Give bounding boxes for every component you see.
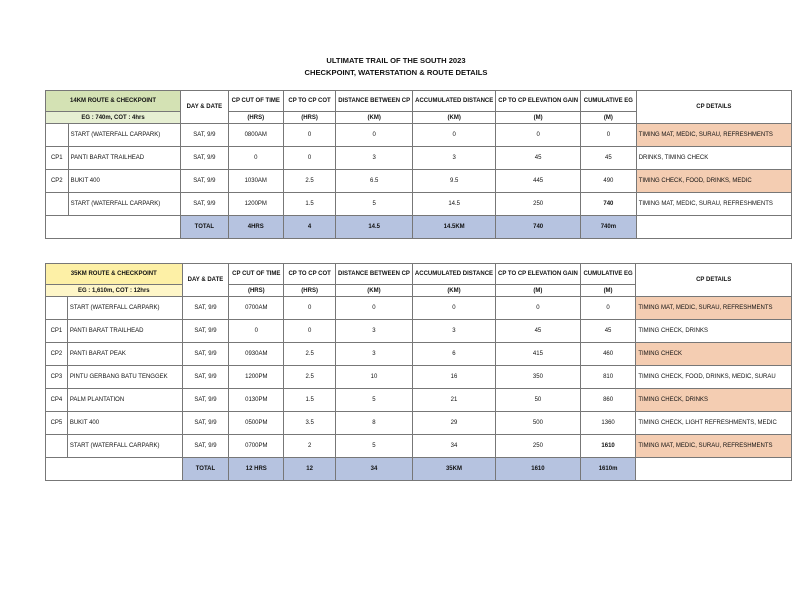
unit-label: (KM) xyxy=(412,285,495,297)
unit-label: (HRS) xyxy=(229,285,284,297)
cp-cumulative: 740 xyxy=(581,193,637,216)
cp-code: CP4 xyxy=(46,389,68,412)
total-accumulated: 35KM xyxy=(412,458,495,481)
cp-details: TIMING CHECK, DRINKS xyxy=(636,389,792,412)
cp-name: PANTI BARAT TRAILHEAD xyxy=(68,147,181,170)
cp-cot: 1.5 xyxy=(284,389,336,412)
cp-date: SAT, 9/9 xyxy=(182,435,229,458)
route-35km-heading: 35KM ROUTE & CHECKPOINT xyxy=(46,264,183,285)
cp-date: SAT, 9/9 xyxy=(181,147,229,170)
cp-cut-off: 0800AM xyxy=(228,124,283,147)
cp-elevation: 45 xyxy=(496,320,581,343)
cp-distance: 3 xyxy=(336,343,413,366)
total-row xyxy=(46,458,792,481)
cp-cut-off: 0500PM xyxy=(229,412,284,435)
col-accumulated: ACCUMULATED DISTANCE xyxy=(412,264,495,285)
table-row xyxy=(46,124,792,147)
col-elevation: CP TO CP ELEVATION GAIN xyxy=(496,91,581,112)
total-cumulative: 740m xyxy=(581,216,637,239)
cp-elevation: 415 xyxy=(496,343,581,366)
table-row xyxy=(46,412,792,435)
cp-code: CP2 xyxy=(46,170,69,193)
total-elevation: 740 xyxy=(496,216,581,239)
cp-distance: 5 xyxy=(336,389,413,412)
total-cot: 12 xyxy=(284,458,336,481)
cp-date: SAT, 9/9 xyxy=(181,124,229,147)
cp-cumulative: 460 xyxy=(580,343,635,366)
cp-cut-off: 1200PM xyxy=(229,366,284,389)
cp-name: BUKIT 400 xyxy=(68,170,181,193)
col-cut-off: CP CUT OF TIME xyxy=(228,91,283,112)
total-cut-off: 4HRS xyxy=(228,216,283,239)
cp-details: DRINKS, TIMING CHECK xyxy=(636,147,791,170)
unit-label: (KM) xyxy=(336,285,413,297)
cp-details: TIMING MAT, MEDIC, SURAU, REFRESHMENTS xyxy=(636,297,792,320)
col-elevation: CP TO CP ELEVATION GAIN xyxy=(496,264,581,285)
unit-label: (M) xyxy=(580,285,635,297)
cp-code: CP1 xyxy=(46,320,68,343)
document-subtitle: CHECKPOINT, WATERSTATION & ROUTE DETAILS xyxy=(304,68,488,77)
cp-date: SAT, 9/9 xyxy=(182,412,229,435)
cp-name: START (WATERFALL CARPARK) xyxy=(68,193,181,216)
cp-date: SAT, 9/9 xyxy=(182,366,229,389)
cp-code xyxy=(46,193,69,216)
col-cut-off: CP CUT OF TIME xyxy=(229,264,284,285)
table-row xyxy=(46,147,792,170)
cp-cut-off: 0 xyxy=(228,147,283,170)
total-distance: 14.5 xyxy=(336,216,413,239)
cp-name: BUKIT 400 xyxy=(67,412,182,435)
unit-label: (M) xyxy=(496,285,581,297)
cp-cot: 2.5 xyxy=(284,343,336,366)
route-35km-eg: EG : 1,610m, COT : 12hrs xyxy=(46,285,183,297)
table-row xyxy=(46,320,792,343)
cp-date: SAT, 9/9 xyxy=(182,320,229,343)
total-cot: 4 xyxy=(283,216,335,239)
cp-cot: 0 xyxy=(284,297,336,320)
document-title: ULTIMATE TRAIL OF THE SOUTH 2023 xyxy=(326,56,466,65)
cp-name: PINTU GERBANG BATU TENGGEK xyxy=(67,366,182,389)
table-row xyxy=(46,170,792,193)
cp-cumulative: 0 xyxy=(580,297,635,320)
cp-distance: 8 xyxy=(336,412,413,435)
cp-cot: 0 xyxy=(283,147,335,170)
col-day-date: DAY & DATE xyxy=(181,91,229,124)
unit-label: (KM) xyxy=(413,112,496,124)
col-distance: DISTANCE BETWEEN CP xyxy=(336,264,413,285)
col-day-date: DAY & DATE xyxy=(182,264,229,297)
cp-elevation: 445 xyxy=(496,170,581,193)
cp-details: TIMING CHECK, FOOD, DRINKS, MEDIC, SURAU xyxy=(636,366,792,389)
cp-cumulative: 810 xyxy=(580,366,635,389)
cp-code xyxy=(46,297,68,320)
cp-distance: 5 xyxy=(336,193,413,216)
cp-accumulated: 6 xyxy=(412,343,495,366)
table-row xyxy=(46,366,792,389)
col-cp-cot: CP TO CP COT xyxy=(284,264,336,285)
cp-elevation: 0 xyxy=(496,124,581,147)
cp-accumulated: 34 xyxy=(412,435,495,458)
total-distance: 34 xyxy=(336,458,413,481)
cp-date: SAT, 9/9 xyxy=(182,343,229,366)
col-cumulative: CUMULATIVE EG xyxy=(580,264,635,285)
cp-cot: 2 xyxy=(284,435,336,458)
unit-label: (M) xyxy=(496,112,581,124)
cp-elevation: 45 xyxy=(496,147,581,170)
cp-details: TIMING MAT, MEDIC, SURAU, REFRESHMENTS xyxy=(636,193,791,216)
table-row xyxy=(46,435,792,458)
cp-cumulative: 45 xyxy=(580,320,635,343)
cp-elevation: 0 xyxy=(496,297,581,320)
cp-code xyxy=(46,124,69,147)
cp-details: TIMING CHECK, DRINKS xyxy=(636,320,792,343)
cp-cumulative: 490 xyxy=(581,170,637,193)
cp-code: CP1 xyxy=(46,147,69,170)
cp-name: START (WATERFALL CARPARK) xyxy=(67,297,182,320)
cp-distance: 10 xyxy=(336,366,413,389)
unit-label: (HRS) xyxy=(283,112,335,124)
cp-cut-off: 0 xyxy=(229,320,284,343)
cp-distance: 3 xyxy=(336,320,413,343)
col-cp-cot: CP TO CP COT xyxy=(283,91,335,112)
cp-cut-off: 1200PM xyxy=(228,193,283,216)
cp-code: CP2 xyxy=(46,343,68,366)
cp-cot: 3.5 xyxy=(284,412,336,435)
cp-cumulative: 1360 xyxy=(580,412,635,435)
unit-label: (HRS) xyxy=(284,285,336,297)
total-elevation: 1610 xyxy=(496,458,581,481)
col-cp-details: CP DETAILS xyxy=(636,91,791,124)
cp-elevation: 50 xyxy=(496,389,581,412)
cp-cot: 2.5 xyxy=(284,366,336,389)
route-14km-eg: EG : 740m, COT : 4hrs xyxy=(46,112,181,124)
cp-distance: 5 xyxy=(336,435,413,458)
cp-details: TIMING MAT, MEDIC, SURAU, REFRESHMENTS xyxy=(636,435,792,458)
cp-elevation: 500 xyxy=(496,412,581,435)
total-cut-off: 12 HRS xyxy=(229,458,284,481)
cp-code xyxy=(46,435,68,458)
table-row xyxy=(46,389,792,412)
cp-code: CP3 xyxy=(46,366,68,389)
table-row xyxy=(46,297,792,320)
col-distance: DISTANCE BETWEEN CP xyxy=(336,91,413,112)
cp-code: CP5 xyxy=(46,412,68,435)
cp-cumulative: 45 xyxy=(581,147,637,170)
cp-name: PANTI BARAT TRAILHEAD xyxy=(67,320,182,343)
cp-distance: 0 xyxy=(336,297,413,320)
unit-label: (M) xyxy=(581,112,637,124)
cp-name: START (WATERFALL CARPARK) xyxy=(68,124,181,147)
cp-details: TIMING MAT, MEDIC, SURAU, REFRESHMENTS xyxy=(636,124,791,147)
cp-distance: 3 xyxy=(336,147,413,170)
cp-cut-off: 0130PM xyxy=(229,389,284,412)
cp-distance: 6.5 xyxy=(336,170,413,193)
total-row xyxy=(46,216,792,239)
cp-distance: 0 xyxy=(336,124,413,147)
cp-cumulative: 860 xyxy=(580,389,635,412)
cp-cot: 0 xyxy=(283,124,335,147)
table-row xyxy=(46,193,792,216)
cp-cumulative: 0 xyxy=(581,124,637,147)
table-row xyxy=(46,343,792,366)
cp-details: TIMING CHECK, FOOD, DRINKS, MEDIC xyxy=(636,170,791,193)
cp-accumulated: 0 xyxy=(413,124,496,147)
cp-cot: 2.5 xyxy=(283,170,335,193)
cp-cut-off: 0700AM xyxy=(229,297,284,320)
unit-label: (KM) xyxy=(336,112,413,124)
cp-details: TIMING CHECK, LIGHT REFRESHMENTS, MEDIC xyxy=(636,412,792,435)
route-35km-table xyxy=(45,263,792,481)
col-cp-details: CP DETAILS xyxy=(636,264,792,297)
cp-accumulated: 29 xyxy=(412,412,495,435)
cp-accumulated: 9.5 xyxy=(413,170,496,193)
total-label: TOTAL xyxy=(182,458,229,481)
cp-date: SAT, 9/9 xyxy=(182,297,229,320)
total-label: TOTAL xyxy=(181,216,229,239)
route-14km-table xyxy=(45,90,792,239)
cp-cumulative: 1610 xyxy=(580,435,635,458)
cp-name: PANTI BARAT PEAK xyxy=(67,343,182,366)
cp-accumulated: 3 xyxy=(412,320,495,343)
cp-name: PALM PLANTATION xyxy=(67,389,182,412)
cp-cot: 1.5 xyxy=(283,193,335,216)
cp-accumulated: 21 xyxy=(412,389,495,412)
cp-elevation: 250 xyxy=(496,435,581,458)
cp-cot: 0 xyxy=(284,320,336,343)
cp-accumulated: 14.5 xyxy=(413,193,496,216)
total-accumulated: 14.5KM xyxy=(413,216,496,239)
route-14km-heading: 14KM ROUTE & CHECKPOINT xyxy=(46,91,181,112)
cp-details: TIMING CHECK xyxy=(636,343,792,366)
cp-date: SAT, 9/9 xyxy=(182,389,229,412)
cp-cut-off: 0700PM xyxy=(229,435,284,458)
cp-name: START (WATERFALL CARPARK) xyxy=(67,435,182,458)
cp-accumulated: 16 xyxy=(412,366,495,389)
col-accumulated: ACCUMULATED DISTANCE xyxy=(413,91,496,112)
cp-elevation: 350 xyxy=(496,366,581,389)
col-cumulative: CUMULATIVE EG xyxy=(581,91,637,112)
unit-label: (HRS) xyxy=(228,112,283,124)
cp-date: SAT, 9/9 xyxy=(181,193,229,216)
cp-accumulated: 0 xyxy=(412,297,495,320)
cp-accumulated: 3 xyxy=(413,147,496,170)
cp-date: SAT, 9/9 xyxy=(181,170,229,193)
cp-cut-off: 1030AM xyxy=(228,170,283,193)
cp-cut-off: 0930AM xyxy=(229,343,284,366)
total-cumulative: 1610m xyxy=(580,458,635,481)
cp-elevation: 250 xyxy=(496,193,581,216)
